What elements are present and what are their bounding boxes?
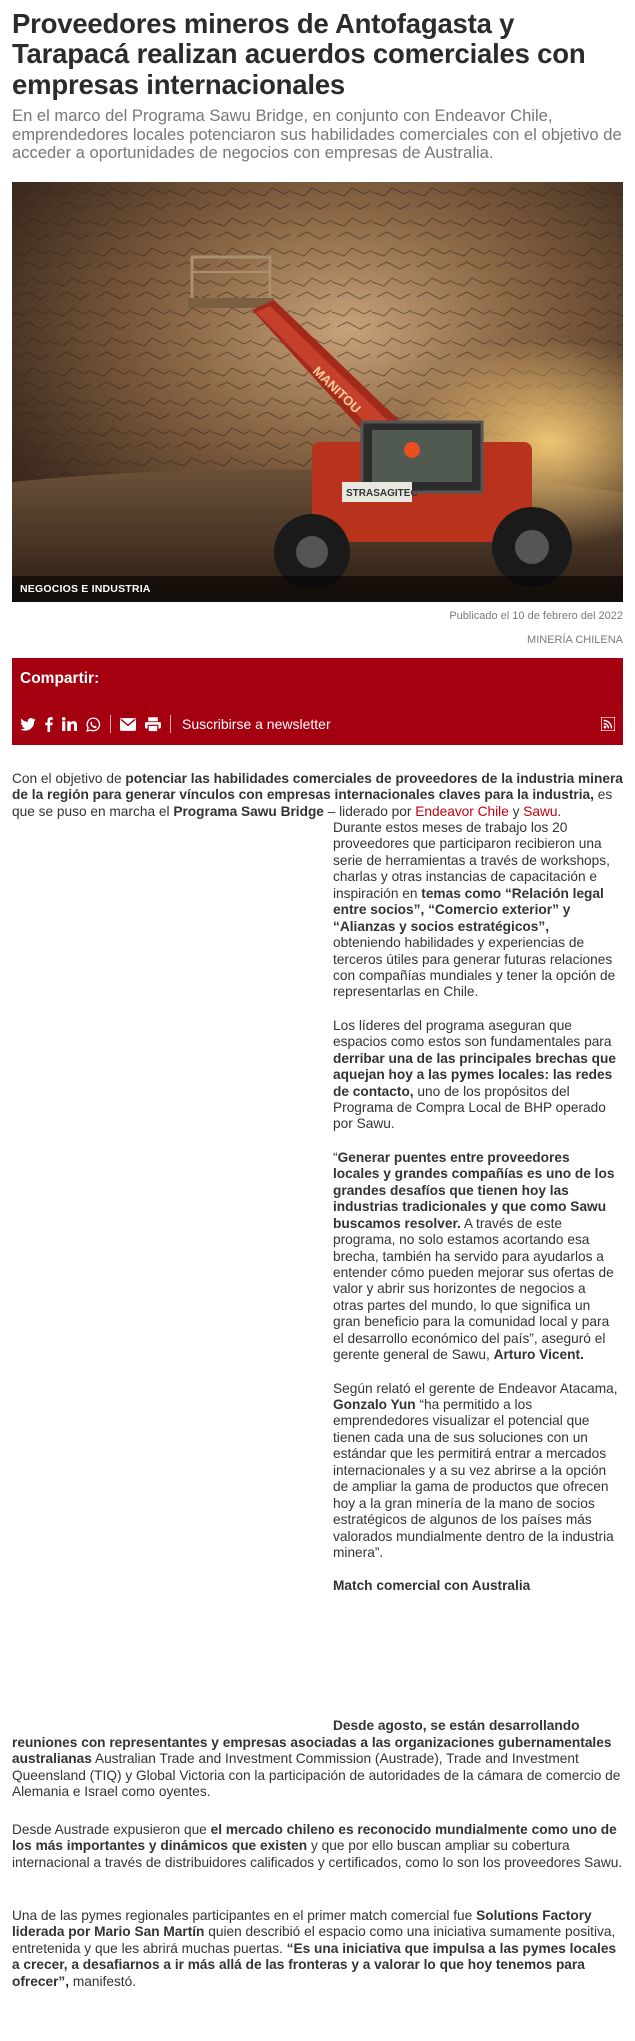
share-separator bbox=[170, 715, 171, 733]
hero-image bbox=[12, 182, 623, 602]
paragraph-reuniones: reuniones con representantes y empresas asociadas a las organizaciones gubernamentales australianas Australian Trade and Investment Commission (Austrade), Trade and Investment Queensland (TIQ) y Global Victoria con la participación de autoridades de la cámara de comercio de Alemania e Israel como oyentes. bbox=[12, 1735, 621, 1800]
right-column-text bbox=[333, 820, 619, 1612]
paragraph-austrade: Desde Austrade expusieron que el mercado chileno es reconocido mundialmente como uno de los más importantes y dinámicos que existen y que por ello buscan ampliar su cobertura internacional a través de distribuidores calificados y certificados, como lo son los proveedores Sawu. bbox=[12, 1822, 623, 1870]
section-subheading: Match comercial con Australia bbox=[333, 1578, 531, 1594]
para5-start: Desde agosto, se están desarrollando bbox=[333, 1718, 580, 1733]
article-title: Proveedores mineros de Antofagasta y Tarapacá realizan acuerdos comerciales con empresas internacionales bbox=[12, 8, 586, 100]
print-icon[interactable] bbox=[145, 716, 161, 732]
sawu-link[interactable]: Sawu bbox=[523, 803, 558, 819]
publish-date: Publicado el 10 de febrero del 2022 bbox=[449, 610, 623, 622]
paragraph-solutions-factory: Una de las pymes regionales participantes en el primer match comercial fue Solutions Factory liderada por Mario San Martín quien describió el espacio como una iniciativa sumamente positiva, entretenida y que les abrirá muchas puertas. “Es una iniciativa que impulsa a las pymes locales a crecer, a desafiarnos a ir más allá de las fronteras y a valorar lo que hoy tenemos para ofrecer”, manifestó. bbox=[12, 1908, 617, 1989]
paragraph-quote-yun: Según relató el gerente de Endeavor Atacama, Gonzalo Yun “ha permitido a los emprendedores visualizar el potencial que tienen cada una de sus soluciones con un estándar que les permitirá entrar a mercados internacionales y a su vez abrirse a la opción de ampliar la gama de productos que ofrecen hoy a la gran minería de la mano de socios estratégicos de algunos de los países más valorados mundialmente dentro de la industria minera”. bbox=[333, 1380, 618, 1560]
linkedin-icon[interactable] bbox=[62, 716, 77, 732]
facebook-icon[interactable] bbox=[45, 716, 53, 732]
article bbox=[0, 9, 635, 820]
svg-text:MANITOU: MANITOU bbox=[309, 363, 364, 417]
twitter-icon[interactable] bbox=[20, 716, 36, 732]
email-icon[interactable] bbox=[120, 716, 136, 732]
share-bar bbox=[12, 658, 623, 745]
article-subtitle: En el marco del Programa Sawu Bridge, en conjunto con Endeavor Chile, emprendedores locales potenciaron sus habilidades comerciales con el objetivo de acceder a oportunidades de negocios con empresas de Australia. bbox=[12, 105, 622, 163]
paragraph-quote-vicent: “Generar puentes entre proveedores locales y grandes compañías es uno de los grandes desafíos que tienen hoy las industrias tradicionales y que como Sawu buscamos resolver. A través de este programa, no solo estamos acortando esa brecha, también ha servido para ayudarlos a entender cómo pueden mejorar sus ofertas de valor y abrir sus horizontes de negocios a otras partes del mundo, lo que significa un gran beneficio para la comunidad local y para el desarrollo económico del país”, aseguró el gerente general de Sawu, Arturo Vicent. bbox=[333, 1149, 615, 1363]
svg-text:STRASAGITEC: STRASAGITEC bbox=[346, 488, 418, 499]
source-label: MINERÍA CHILENA bbox=[527, 634, 623, 646]
image-category-tag[interactable]: NEGOCIOS E INDUSTRIA bbox=[12, 576, 623, 602]
rss-icon[interactable] bbox=[601, 717, 615, 736]
paragraph-workshops: Durante estos meses de trabajo los 20 proveedores que participaron recibieron una serie de herramientas a través de workshops, charlas y otras instancias de capacitación e inspiración en temas como “Relación legal entre socios”, “Comercio exterior” y “Alianzas y socios estratégicos”, obteniendo habilidades y experiencias de terceros útiles para generar futuras relaciones con compañías mundiales y tener la opción de representarlas en Chile. bbox=[333, 820, 616, 1000]
share-label: Compartir: bbox=[20, 670, 100, 687]
mining-photo bbox=[12, 182, 623, 602]
share-icons bbox=[20, 716, 331, 732]
newsletter-link[interactable]: Suscribirse a newsletter bbox=[182, 716, 331, 732]
lead-paragraph: Con el objetivo de potenciar las habilidades comerciales de proveedores de la industria minera de la región para generar vínculos con empresas internacionales claves para la industria, es que se puso en marcha el Programa Sawu Bridge – liderado por Endeavor Chile y Sawu. bbox=[12, 771, 623, 819]
endeavor-link[interactable]: Endeavor Chile bbox=[415, 803, 509, 819]
whatsapp-icon[interactable] bbox=[86, 716, 101, 732]
paragraph-brechas: Los líderes del programa aseguran que espacios como estos son fundamentales para derribar una de las principales brechas que aquejan hoy a las pymes locales: las redes de contacto, uno de los propósitos del Programa de Compra Local de BHP operado por Sawu. bbox=[333, 1017, 616, 1132]
share-separator bbox=[110, 715, 111, 733]
